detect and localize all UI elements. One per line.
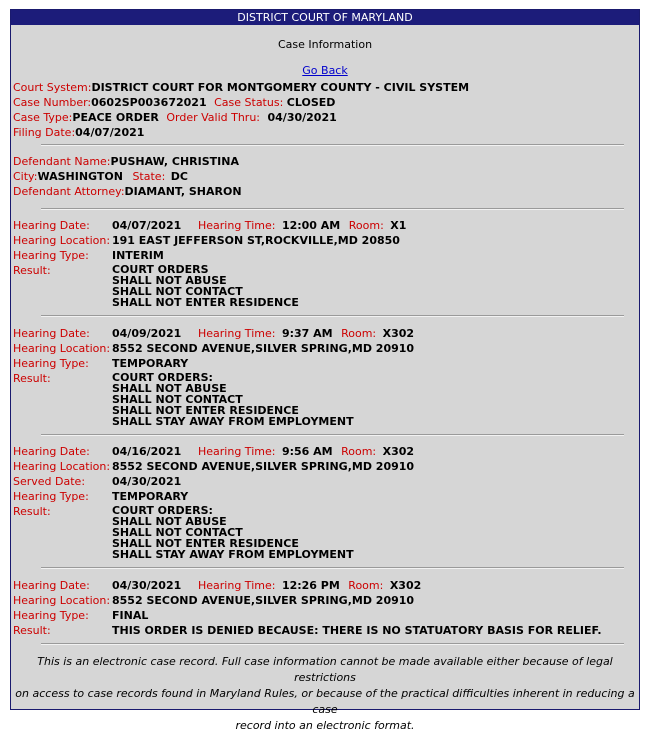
city-value: WASHINGTON	[37, 170, 123, 183]
divider	[41, 643, 624, 645]
go-back-link[interactable]: Go Back	[302, 64, 348, 77]
hearing-location-label: Hearing Location:	[13, 460, 111, 473]
go-back-container	[11, 64, 639, 77]
room-value: X302	[382, 327, 415, 340]
result-label: Result:	[13, 624, 51, 637]
hearing-date-value: 04/07/2021	[112, 219, 182, 232]
hearing-date-label: Hearing Date:	[13, 327, 90, 340]
divider	[41, 315, 624, 317]
city-row	[13, 170, 188, 183]
result-line: SHALL NOT CONTACT	[112, 285, 243, 298]
defendant-name-value: PUSHAW, CHRISTINA	[110, 155, 239, 168]
court-system-row	[13, 81, 469, 94]
hearing-date-label: Hearing Date:	[13, 579, 90, 592]
result-line: COURT ORDERS:	[112, 371, 213, 384]
hearing-type-value: TEMPORARY	[112, 490, 189, 503]
attorney-value: DIAMANT, SHARON	[124, 185, 242, 198]
hearing-type-label: Hearing Type:	[13, 249, 89, 262]
result-line: SHALL NOT ABUSE	[112, 515, 227, 528]
hearing-time-group	[198, 219, 406, 232]
case-type-label: Case Type:	[13, 111, 73, 124]
state-value: DC	[170, 170, 188, 183]
hearing-type-value: FINAL	[112, 609, 149, 622]
hearing-location-label: Hearing Location:	[13, 594, 111, 607]
disclaimer-line: record into an electronic format.	[235, 719, 415, 732]
case-number-value: 0602SP003672021	[91, 96, 207, 109]
result-line: COURT ORDERS	[112, 263, 209, 276]
divider	[41, 208, 624, 210]
order-valid-label: Order Valid Thru:	[166, 111, 260, 124]
defendant-name-label: Defendant Name:	[13, 155, 111, 168]
hearing-type-label: Hearing Type:	[13, 609, 89, 622]
divider	[41, 567, 624, 569]
hearing-time-value: 9:56 AM	[281, 445, 333, 458]
hearing-type-label: Hearing Type:	[13, 357, 89, 370]
hearing-type-label: Hearing Type:	[13, 490, 89, 503]
result-line: SHALL NOT ENTER RESIDENCE	[112, 404, 299, 417]
hearing-date-value: 04/09/2021	[112, 327, 182, 340]
room-label: Room:	[348, 579, 384, 592]
attorney-label: Defendant Attorney:	[13, 185, 125, 198]
result-line: SHALL NOT ABUSE	[112, 274, 227, 287]
hearing-location-value: 8552 SECOND AVENUE,SILVER SPRING,MD 20910	[112, 342, 415, 355]
case-status-value: CLOSED	[286, 96, 336, 109]
disclaimer-line: on access to case records found in Maryland Rules, or because of the practical difficulties inherent in reducing a case	[15, 687, 635, 716]
disclaimer	[11, 654, 639, 734]
order-valid-value: 04/30/2021	[267, 111, 337, 124]
hearing-time-value: 12:26 PM	[281, 579, 340, 592]
result-line: SHALL STAY AWAY FROM EMPLOYMENT	[112, 548, 354, 561]
attorney-row	[13, 185, 242, 198]
hearing-time-label: Hearing Time:	[198, 445, 276, 458]
hearing-time-label: Hearing Time:	[198, 327, 276, 340]
result-label: Result:	[13, 372, 51, 385]
filing-date-value: 04/07/2021	[75, 126, 145, 139]
result-line: COURT ORDERS:	[112, 504, 213, 517]
case-type-row	[13, 111, 337, 124]
case-status-label: Case Status:	[214, 96, 284, 109]
result-line: SHALL STAY AWAY FROM EMPLOYMENT	[112, 415, 354, 428]
divider	[41, 434, 624, 436]
hearing-time-group	[198, 327, 414, 340]
room-label: Room:	[341, 327, 377, 340]
hearing-location-value: 8552 SECOND AVENUE,SILVER SPRING,MD 20910	[112, 594, 415, 607]
result-line: SHALL NOT CONTACT	[112, 526, 243, 539]
hearing-time-value: 9:37 AM	[281, 327, 333, 340]
case-number-row	[13, 96, 335, 109]
hearing-time-group	[198, 579, 421, 592]
hearing-location-value: 8552 SECOND AVENUE,SILVER SPRING,MD 20910	[112, 460, 415, 473]
room-label: Room:	[341, 445, 377, 458]
state-label: State:	[132, 170, 166, 183]
court-system-label: Court System:	[13, 81, 92, 94]
result-label: Result:	[13, 505, 51, 518]
result-line: THIS ORDER IS DENIED BECAUSE: THERE IS NO STATUATORY BASIS FOR RELIEF.	[112, 624, 602, 637]
hearing-date-label: Hearing Date:	[13, 219, 90, 232]
room-value: X302	[382, 445, 415, 458]
result-value	[112, 264, 299, 308]
city-label: City:	[13, 170, 38, 183]
hearing-time-group	[198, 445, 414, 458]
result-line: SHALL NOT ENTER RESIDENCE	[112, 296, 299, 309]
hearing-time-label: Hearing Time:	[198, 219, 276, 232]
hearing-time-value: 12:00 AM	[281, 219, 341, 232]
hearing-location-label: Hearing Location:	[13, 342, 111, 355]
result-value	[112, 625, 602, 636]
case-panel	[10, 9, 640, 732]
hearing-location-value: 191 EAST JEFFERSON ST,ROCKVILLE,MD 20850	[112, 234, 400, 247]
court-header: DISTRICT COURT OF MARYLAND	[11, 10, 639, 25]
hearing-location-label: Hearing Location:	[13, 234, 111, 247]
page-title: Case Information	[277, 38, 373, 51]
room-value: X302	[389, 579, 422, 592]
hearing-date-value: 04/30/2021	[112, 579, 182, 592]
room-value: X1	[390, 219, 407, 232]
result-value	[112, 505, 354, 560]
hearing-time-label: Hearing Time:	[198, 579, 276, 592]
hearing-type-value: TEMPORARY	[112, 357, 189, 370]
result-line: SHALL NOT CONTACT	[112, 393, 243, 406]
court-system-value: DISTRICT COURT FOR MONTGOMERY COUNTY - CIVIL SYSTEM	[91, 81, 470, 94]
hearing-type-value: INTERIM	[112, 249, 164, 262]
defendant-name-row	[13, 155, 239, 168]
hearing-date-value: 04/16/2021	[112, 445, 182, 458]
result-line: SHALL NOT ENTER RESIDENCE	[112, 537, 299, 550]
filing-date-label: Filing Date:	[13, 126, 76, 139]
result-label: Result:	[13, 264, 51, 277]
room-label: Room:	[348, 219, 384, 232]
served-date-value: 04/30/2021	[112, 475, 182, 488]
case-number-label: Case Number:	[13, 96, 92, 109]
hearing-date-label: Hearing Date:	[13, 445, 90, 458]
result-line: SHALL NOT ABUSE	[112, 382, 227, 395]
disclaimer-line: This is an electronic case record. Full case information cannot be made available either because of legal restrictions	[37, 655, 613, 684]
divider	[41, 144, 624, 146]
served-date-label: Served Date:	[13, 475, 86, 488]
filing-date-row	[13, 126, 144, 139]
result-value	[112, 372, 354, 427]
case-type-value: PEACE ORDER	[72, 111, 159, 124]
